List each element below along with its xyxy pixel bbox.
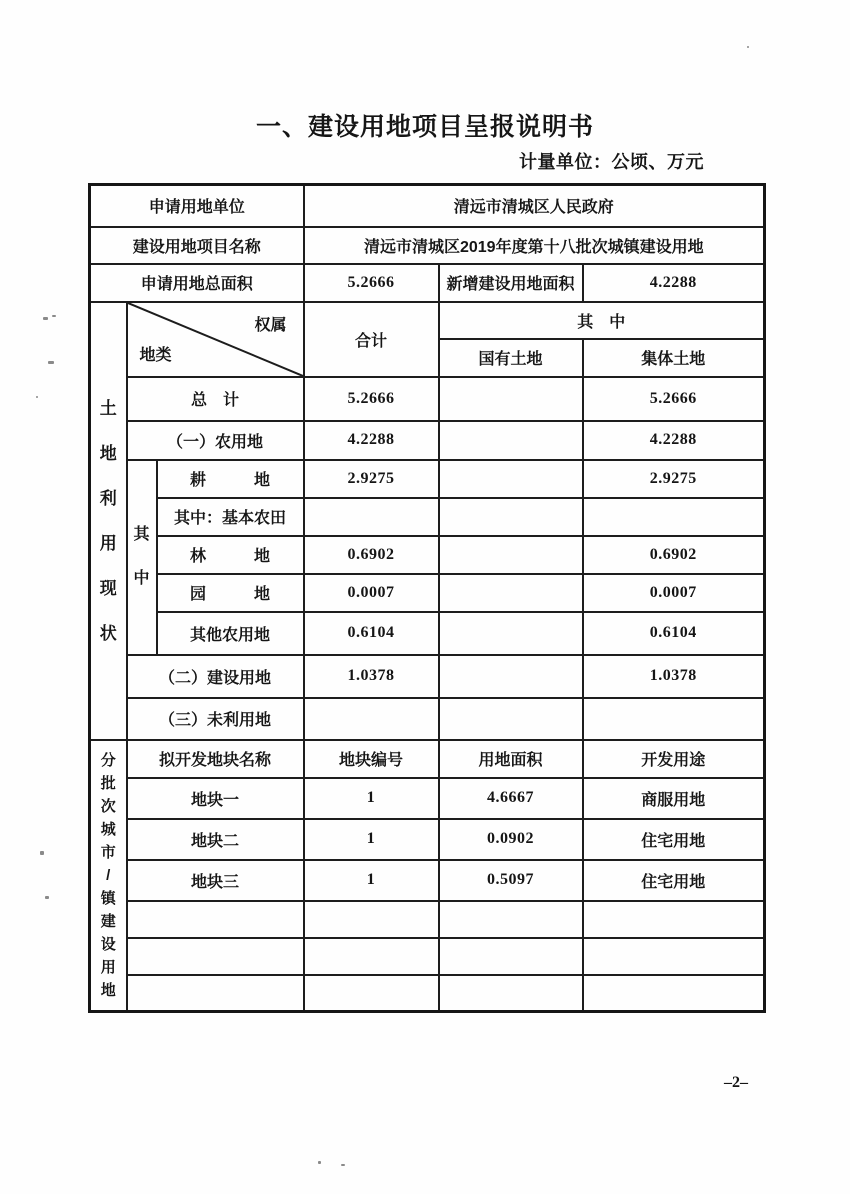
block-number <box>304 901 439 938</box>
landuse-total-value <box>304 498 439 536</box>
row-block-2 <box>90 819 765 860</box>
landuse-row-label: 园 地 <box>157 574 304 612</box>
new-area-label-cell: 新增建设用地面积 <box>439 264 583 302</box>
row-block-3 <box>90 860 765 901</box>
row-landuse-forest <box>90 536 765 574</box>
scan-speck <box>341 1164 345 1166</box>
document-title: 一、建设用地项目呈报说明书 <box>255 113 594 141</box>
total-area-value-cell: 5.2666 <box>304 264 439 302</box>
landuse-row-label: （三）未利用地 <box>127 698 304 740</box>
landuse-section-vertical-label: 土 地 利 用 现 状 <box>99 398 117 643</box>
row-block-empty <box>90 901 765 938</box>
scan-speck <box>747 46 749 48</box>
block-name <box>127 975 304 1012</box>
block-use <box>583 975 765 1012</box>
among-strip-cell <box>127 460 157 655</box>
total-area-label-cell: 申请用地总面积 <box>90 264 304 302</box>
blocks-col-name: 拟开发地块名称 <box>127 740 304 778</box>
block-use: 住宅用地 <box>583 819 765 860</box>
landuse-collective-value: 4.2288 <box>583 421 765 460</box>
landuse-total-value: 1.0378 <box>304 655 439 698</box>
block-name: 地块二 <box>127 819 304 860</box>
block-number: 1 <box>304 819 439 860</box>
block-area: 4.6667 <box>439 778 583 819</box>
row-landuse-construction <box>90 655 765 698</box>
row-project-name <box>90 227 765 264</box>
project-value-cell: 清远市清城区2019年度第十八批次城镇建设用地 <box>304 227 765 264</box>
block-use: 住宅用地 <box>583 860 765 901</box>
block-area: 0.0902 <box>439 819 583 860</box>
scan-speck <box>40 851 44 855</box>
row-landuse-agricultural <box>90 421 765 460</box>
landuse-state-value <box>439 536 583 574</box>
landuse-collective-value: 0.6104 <box>583 612 765 655</box>
landuse-total-value: 4.2288 <box>304 421 439 460</box>
block-area <box>439 975 583 1012</box>
landuse-state-value <box>439 421 583 460</box>
block-number <box>304 975 439 1012</box>
landuse-total-value: 2.9275 <box>304 460 439 498</box>
row-landuse-garden <box>90 574 765 612</box>
block-name: 地块一 <box>127 778 304 819</box>
row-landuse-unused <box>90 698 765 740</box>
blocks-section-label-cell <box>90 740 127 1012</box>
row-block-empty <box>90 975 765 1012</box>
row-landuse-header-top <box>90 302 765 339</box>
row-landuse-other-agricultural <box>90 612 765 655</box>
diagonal-landtype-label: 地类 <box>139 346 172 364</box>
landuse-state-value <box>439 698 583 740</box>
blocks-section-vertical-label: 分 批 次 城 市 / 镇 建 设 用 地 <box>100 751 116 999</box>
diagonal-ownership-label: 权属 <box>254 316 287 334</box>
landuse-collective-value: 0.0007 <box>583 574 765 612</box>
block-name: 地块三 <box>127 860 304 901</box>
row-blocks-header <box>90 740 765 778</box>
blocks-col-use: 开发用途 <box>583 740 765 778</box>
landuse-row-label: 其中：基本农田 <box>157 498 304 536</box>
row-landuse-basic-farmland <box>90 498 765 536</box>
landuse-state-value <box>439 498 583 536</box>
landuse-total-value: 0.6104 <box>304 612 439 655</box>
row-applicant <box>90 185 765 227</box>
block-name <box>127 938 304 975</box>
block-use <box>583 938 765 975</box>
col-header-collective-land: 集体土地 <box>583 339 765 377</box>
row-block-1 <box>90 778 765 819</box>
landuse-state-value <box>439 655 583 698</box>
landuse-total-value: 0.0007 <box>304 574 439 612</box>
col-header-state-land: 国有土地 <box>439 339 583 377</box>
new-area-value-cell: 4.2288 <box>583 264 765 302</box>
block-number <box>304 938 439 975</box>
col-header-among: 其 中 <box>439 302 765 339</box>
row-total-area <box>90 264 765 302</box>
landuse-total-value <box>304 698 439 740</box>
row-landuse-cultivated <box>90 460 765 498</box>
block-area <box>439 938 583 975</box>
landuse-section-label-cell <box>90 302 127 740</box>
scan-speck <box>48 361 54 364</box>
landuse-row-label: 林 地 <box>157 536 304 574</box>
landuse-collective-value: 1.0378 <box>583 655 765 698</box>
landuse-row-label: （一）农用地 <box>127 421 304 460</box>
landuse-row-label: 其他农用地 <box>157 612 304 655</box>
landuse-collective-value: 5.2666 <box>583 377 765 421</box>
scan-speck <box>43 317 48 320</box>
block-name <box>127 901 304 938</box>
landuse-collective-value: 2.9275 <box>583 460 765 498</box>
landuse-collective-value <box>583 698 765 740</box>
landuse-row-label: 耕 地 <box>157 460 304 498</box>
scan-speck <box>318 1161 321 1164</box>
measurement-unit-note: 计量单位：公顷、万元 <box>519 152 704 172</box>
block-use: 商服用地 <box>583 778 765 819</box>
diagonal-header-cell <box>127 302 304 377</box>
block-area <box>439 901 583 938</box>
scan-speck <box>45 896 49 899</box>
page-number: –2– <box>724 1074 748 1091</box>
block-number: 1 <box>304 860 439 901</box>
block-number: 1 <box>304 778 439 819</box>
landuse-total-value: 0.6902 <box>304 536 439 574</box>
block-use <box>583 901 765 938</box>
landuse-row-label: （二）建设用地 <box>127 655 304 698</box>
applicant-label-cell: 申请用地单位 <box>90 185 304 227</box>
landuse-state-value <box>439 377 583 421</box>
landuse-row-label: 总 计 <box>127 377 304 421</box>
landuse-state-value <box>439 612 583 655</box>
landuse-total-value: 5.2666 <box>304 377 439 421</box>
scan-speck <box>52 315 56 317</box>
landuse-collective-value: 0.6902 <box>583 536 765 574</box>
landuse-state-value <box>439 574 583 612</box>
block-area: 0.5097 <box>439 860 583 901</box>
scan-speck <box>36 396 38 398</box>
blocks-col-area: 用地面积 <box>439 740 583 778</box>
landuse-state-value <box>439 460 583 498</box>
row-landuse-sum <box>90 377 765 421</box>
blocks-col-number: 地块编号 <box>304 740 439 778</box>
among-vertical-label: 其 中 <box>133 526 150 587</box>
row-block-empty <box>90 938 765 975</box>
project-label-cell: 建设用地项目名称 <box>90 227 304 264</box>
land-report-table <box>88 183 766 1013</box>
applicant-value-cell: 清远市清城区人民政府 <box>304 185 765 227</box>
landuse-collective-value <box>583 498 765 536</box>
col-header-total: 合计 <box>304 302 439 377</box>
